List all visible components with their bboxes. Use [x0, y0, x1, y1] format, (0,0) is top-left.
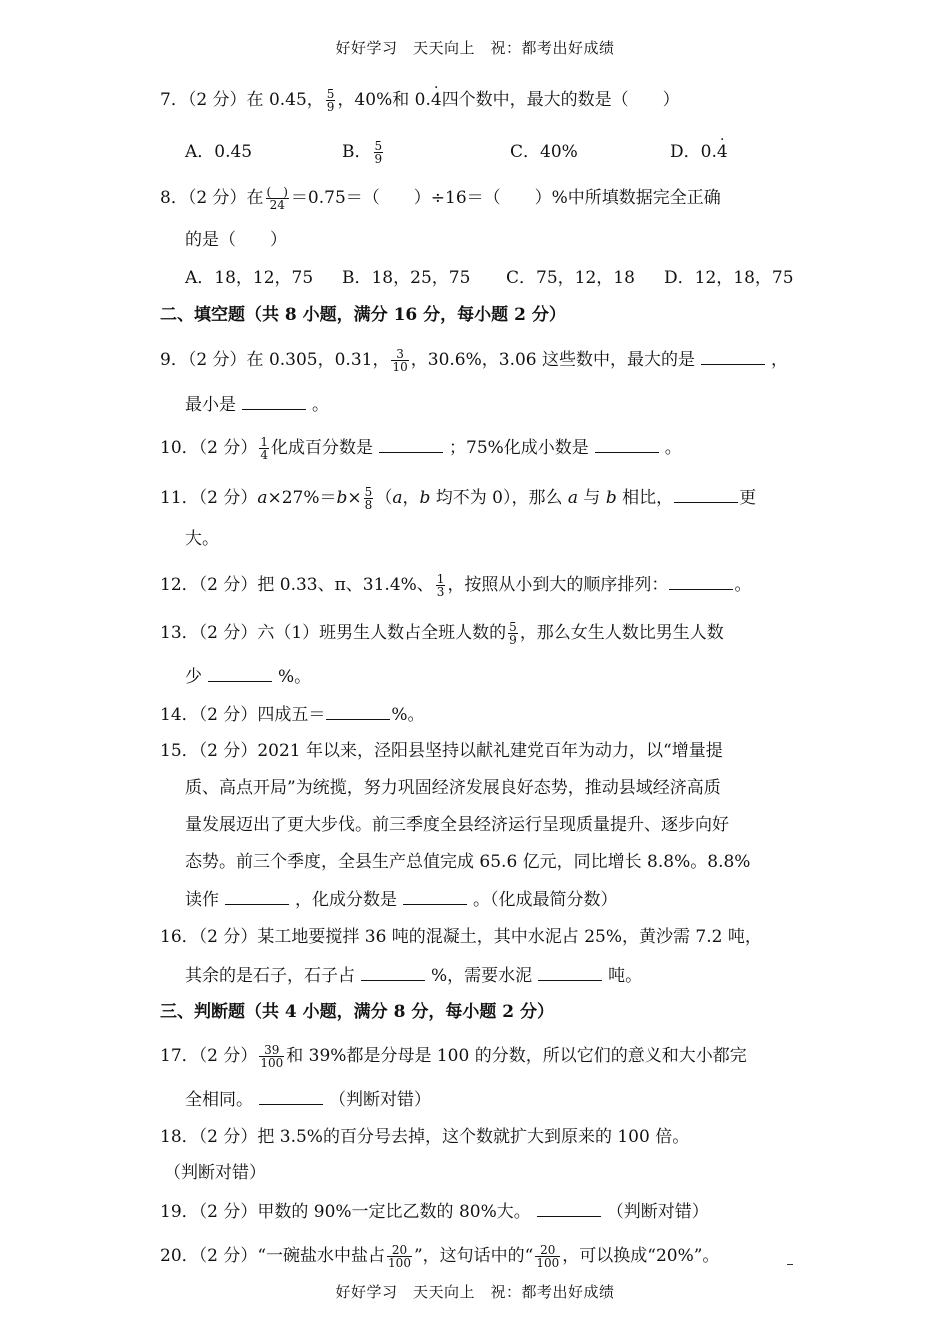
q20-frac2-num: 20: [540, 1243, 556, 1257]
q12-end: 。: [734, 575, 752, 595]
q12-blank[interactable]: [669, 572, 733, 590]
question-19: [160, 1199, 709, 1224]
q13-suffix: ，那么女生人数比男生人数: [519, 623, 724, 643]
q14-end: %。: [391, 705, 425, 725]
q8-frac-num: ( ): [266, 185, 288, 199]
q17-frac-num: 39: [264, 1043, 280, 1057]
q7-option-c: C．40%: [510, 142, 578, 162]
q11-var-a2: a: [392, 488, 403, 508]
q8-suffix: ＝0.75＝（ ）÷16＝（ ）%中所填数据完全正确: [290, 188, 721, 208]
q16-line-1: 16．（2 分）某工地要搅拌 36 吨的混凝土，其中水泥占 25%，黄沙需 7.2 吨，: [160, 927, 762, 947]
q11-end: 更: [739, 488, 757, 508]
q8-option-c: C．75，12，18: [506, 268, 635, 288]
q12-suffix: ，按照从小到大的顺序排列：: [447, 575, 669, 595]
q8-prefix: 8．（2 分）在: [160, 188, 264, 208]
question-11: [160, 485, 756, 511]
q17-fraction: [259, 1044, 284, 1069]
q15-line5-b: ，化成分数是: [295, 890, 397, 910]
q16-line2-a: 其余的是石子，石子占: [185, 966, 355, 986]
q13-frac-den: 9: [509, 633, 517, 647]
q12-frac-den: 3: [436, 585, 445, 599]
q17-blank[interactable]: [259, 1087, 323, 1105]
q19-prefix: 19．（2 分）甲数的 90%一定比乙数的 80%大。: [160, 1202, 531, 1222]
q15-line-1: 15．（2 分）2021 年以来，泾阳县坚持以献礼建党百年为动力，以“增量提: [160, 741, 723, 761]
q9-blank-2[interactable]: [242, 392, 306, 410]
q18-line-1: 18．（2 分）把 3.5%的百分号去掉，这个数就扩大到原来的 100 倍。: [160, 1127, 690, 1147]
q11-mid-1: ×27%＝: [267, 488, 337, 508]
q16-blank-1[interactable]: [361, 963, 425, 981]
q10-mid: 化成百分数是: [271, 438, 373, 458]
q7-repeating-digit: · 4: [431, 90, 442, 110]
q17-line-2: [185, 1087, 431, 1112]
q13-line-2: [185, 664, 311, 689]
q20-fraction-1: [387, 1244, 412, 1269]
question-20: [160, 1244, 719, 1269]
q9-suffix: ，30.6%，3.06 这些数中，最大的是: [410, 350, 696, 370]
q16-line2-c: 吨。: [608, 966, 643, 986]
q11-prefix: 11．（2 分）: [160, 488, 258, 508]
q17-suffix: 和 39%都是分母是 100 的分数，所以它们的意义和大小都完: [286, 1046, 747, 1066]
q9-line2-a: 最小是: [185, 395, 236, 415]
q9-blank-1[interactable]: [701, 347, 765, 365]
q11-frac-den: 8: [364, 498, 373, 512]
q14-prefix: 14．（2 分）四成五＝: [160, 705, 326, 725]
q10-mid-2: ；75%化成小数是: [449, 438, 589, 458]
q13-fraction: [508, 621, 518, 646]
q20-fraction-2: [535, 1244, 560, 1269]
q15-line-3: 量发展迈出了更大步伐。前三季度全县经济运行呈现质量提升、逐步向好: [185, 815, 729, 835]
q7-frac-num: 5: [326, 87, 335, 101]
q9-prefix: 9．（2 分）在 0.305，0.31，: [160, 350, 390, 370]
q8-line-2: 的是（ ）: [185, 230, 287, 250]
q15-line-5: [185, 887, 618, 912]
q11-mid-3: （: [375, 488, 393, 508]
q15-line5-c: 。（化成最简分数）: [473, 890, 618, 910]
q15-line-4: 态势。前三个季度，全县生产总值完成 65.6 亿元，同比增长 8.8%。8.8%: [185, 852, 751, 872]
q10-blank-2[interactable]: [595, 435, 659, 453]
q7-mid: ，40%和 0.: [337, 90, 431, 110]
q13-prefix: 13．（2 分）六（1）班男生人数占全班人数的: [160, 623, 507, 643]
q19-end: （判断对错）: [606, 1202, 709, 1222]
q7-option-a: A．0.45: [185, 142, 253, 162]
q17-frac-den: 100: [260, 1056, 284, 1070]
q11-mid-5: 均不为 0），那么: [430, 488, 568, 508]
q8-option-d: D．12，18，75: [664, 268, 794, 288]
q7-option-b-fraction: [374, 140, 384, 165]
section-2-title: 二、填空题（共 8 小题，满分 16 分，每小题 2 分）: [160, 305, 566, 325]
q11-blank[interactable]: [674, 485, 738, 503]
q10-fraction: [259, 436, 269, 461]
q11-var-b3: b: [605, 488, 617, 508]
q16-line-2: [185, 963, 642, 988]
q15-line5-a: 读作: [185, 890, 219, 910]
q18-line-2: （判断对错）: [164, 1163, 266, 1183]
question-12: [160, 572, 751, 598]
q11-var-a3: a: [567, 488, 579, 508]
q20-frac1-den: 100: [388, 1256, 411, 1270]
q10-blank-1[interactable]: [379, 435, 443, 453]
q9-frac-den: 10: [392, 360, 408, 374]
q7-fraction: [326, 88, 336, 113]
question-10: [160, 435, 682, 461]
q13-frac-num: 5: [509, 620, 517, 634]
question-9: [160, 347, 788, 373]
q12-frac-num: 1: [436, 572, 445, 586]
q20-suffix: ，可以换成“20%”。: [562, 1246, 720, 1266]
q20-mid: ”，这句话中的“: [413, 1246, 534, 1266]
q10-prefix: 10．（2 分）: [160, 438, 258, 458]
q9-line-2: [185, 392, 329, 417]
q11-mid-2: ×: [347, 488, 362, 508]
q8-fraction: [266, 186, 289, 211]
q15-line-2: 质、高点开局”为统揽，努力巩固经济发展良好态势，推动县域经济高质: [185, 778, 721, 798]
q11-var-a: a: [257, 488, 268, 508]
q20-frac2-den: 100: [536, 1256, 560, 1270]
q16-blank-2[interactable]: [538, 963, 602, 981]
q11-line-2: 大。: [185, 529, 219, 549]
trailing-mark: [787, 1264, 793, 1265]
q9-end: ，: [771, 350, 789, 370]
q17-line2-a: 全相同。: [185, 1090, 253, 1110]
q12-prefix: 12．（2 分）把 0.33、π、31.4%、: [160, 575, 434, 595]
q12-fraction: [436, 573, 446, 598]
q11-mid-7: 相比，: [616, 488, 674, 508]
q13-line2-a: 少: [185, 667, 202, 687]
q11-fraction: [364, 486, 374, 511]
q8-option-b: B．18，25，75: [342, 268, 471, 288]
question-8: [160, 186, 721, 211]
q9-fraction: [391, 348, 408, 373]
q9-line2-b: 。: [312, 395, 329, 415]
q7-option-b-den: 9: [374, 152, 383, 166]
q14-blank[interactable]: [326, 702, 390, 720]
section-3-title: 三、判断题（共 4 小题，满分 8 分，每小题 2 分）: [160, 1002, 554, 1022]
question-17: [160, 1044, 747, 1069]
question-14: [160, 702, 425, 727]
q7-option-b-prefix: B．: [342, 142, 372, 162]
q10-frac-num: 1: [260, 435, 268, 449]
q15-blank-2[interactable]: [403, 887, 467, 905]
q15-blank-1[interactable]: [225, 887, 289, 905]
q7-frac-den: 9: [326, 100, 335, 114]
q7-option-b: [342, 140, 385, 165]
q11-var-b2: b: [419, 488, 431, 508]
q10-end: 。: [664, 438, 682, 458]
q11-mid-6: 与: [578, 488, 606, 508]
question-13: [160, 621, 724, 646]
q11-var-b: b: [336, 488, 348, 508]
q7-option-b-num: 5: [374, 139, 383, 153]
q19-blank[interactable]: [537, 1199, 601, 1217]
question-7: [160, 88, 680, 113]
q13-line2-b: %。: [278, 667, 312, 687]
q7-prefix: 7．（2 分）在 0.45，: [160, 90, 324, 110]
q10-frac-den: 4: [260, 448, 268, 462]
q17-prefix: 17．（2 分）: [160, 1046, 258, 1066]
page-header: 好好学习 天天向上 祝：都考出好成绩: [335, 39, 615, 57]
page-footer: 好好学习 天天向上 祝：都考出好成绩: [335, 1283, 615, 1301]
q7-option-d-prefix: D．0.: [670, 142, 717, 162]
q20-frac1-num: 20: [391, 1243, 408, 1257]
q20-prefix: 20．（2 分）“一碗盐水中盐占: [160, 1246, 386, 1266]
q13-blank[interactable]: [208, 664, 272, 682]
q9-frac-num: 3: [396, 347, 404, 361]
q11-frac-num: 5: [364, 485, 373, 499]
q8-frac-den: 24: [266, 198, 289, 211]
q8-option-a: A．18，12，75: [185, 268, 314, 288]
q7-option-d-repeating: · 4: [717, 142, 728, 162]
q7-suffix: 四个数中，最大的数是（ ）: [441, 90, 680, 110]
q7-option-d: [670, 140, 728, 164]
q11-mid-4: ，: [402, 488, 420, 508]
q16-line2-b: %，需要水泥: [431, 966, 533, 986]
q17-line2-b: （判断对错）: [329, 1090, 431, 1110]
